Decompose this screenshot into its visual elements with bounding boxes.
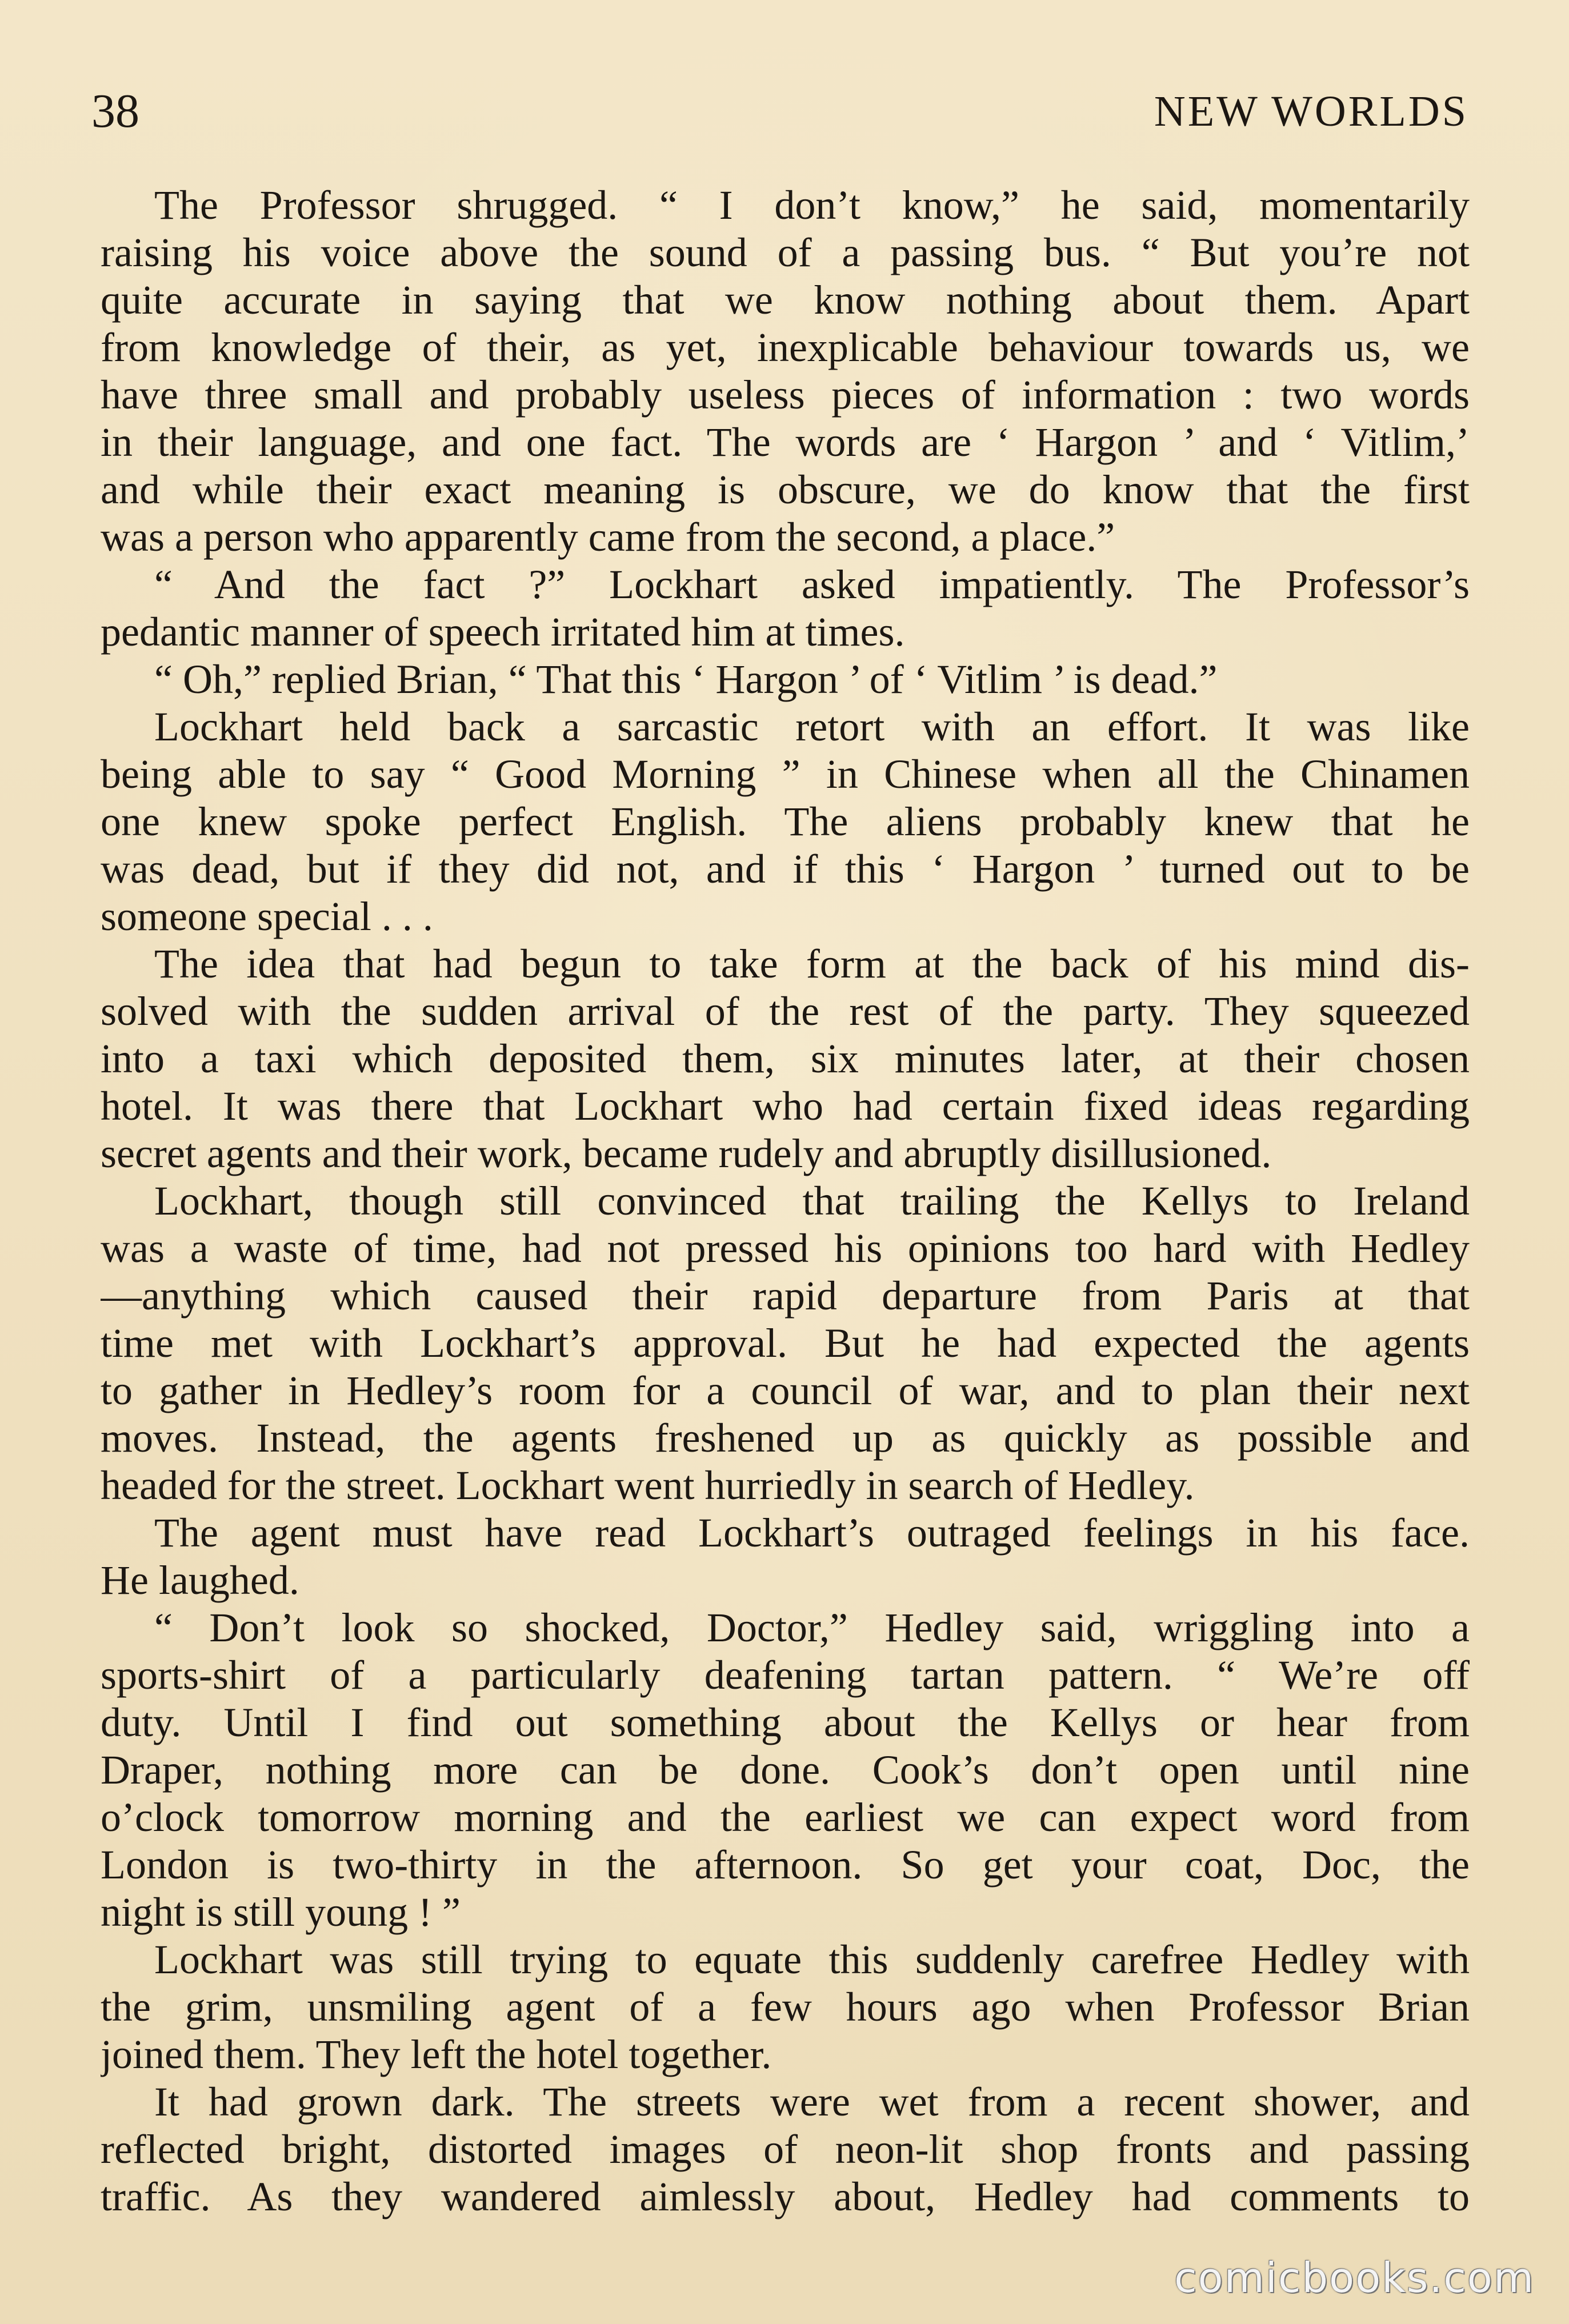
running-title: NEW WORLDS [1154, 87, 1468, 135]
text-line: night is still young ! ” [101, 1889, 461, 1935]
watermark: comicbooks.com [1174, 2254, 1535, 2302]
text-line: from knowledge of their, as yet, inexplicable behaviour towards us, we [101, 324, 1470, 370]
text-line: The agent must have read Lockhart’s outraged feelings in his face. [154, 1510, 1470, 1556]
running-head [91, 80, 1468, 143]
text-line: sports-shirt of a particularly deafening tartan pattern. “ We’re off [101, 1652, 1470, 1698]
text-line: was dead, but if they did not, and if this ‘ Hargon ’ turned out to be [101, 846, 1470, 892]
text-line: quite accurate in saying that we know nothing about them. Apart [101, 277, 1470, 323]
text-line: The Professor shrugged. “ I don’t know,” he said, momentarily [154, 182, 1470, 228]
text-line: Lockhart held back a sarcastic retort with an effort. It was like [154, 704, 1470, 750]
text-line: Lockhart, though still convinced that trailing the Kellys to Ireland [154, 1178, 1470, 1224]
text-line: solved with the sudden arrival of the rest of the party. They squeezed [101, 988, 1470, 1034]
text-line: The idea that had begun to take form at the back of his mind dis- [154, 941, 1470, 987]
text-line: and while their exact meaning is obscure, we do know that the first [101, 467, 1470, 512]
text-line: joined them. They left the hotel together. [101, 2032, 772, 2077]
text-line: secret agents and their work, became rudely and abruptly disillusioned. [101, 1131, 1272, 1176]
text-line: “ Oh,” replied Brian, “ That this ‘ Hargon ’ of ‘ Vitlim ’ is dead.” [154, 656, 1218, 702]
text-line: being able to say “ Good Morning ” in Chinese when all the Chinamen [101, 751, 1470, 797]
text-line: London is two-thirty in the afternoon. So get your coat, Doc, the [101, 1842, 1470, 1888]
text-line: was a person who apparently came from the second, a place.” [101, 514, 1115, 560]
text-line: pedantic manner of speech irritated him at times. [101, 609, 905, 655]
text-line: headed for the street. Lockhart went hurriedly in search of Hedley. [101, 1462, 1195, 1508]
text-line: into a taxi which deposited them, six minutes later, at their chosen [101, 1036, 1470, 1081]
text-line: raising his voice above the sound of a passing bus. “ But you’re not [101, 230, 1470, 275]
text-line: Lockhart was still trying to equate this suddenly carefree Hedley with [154, 1937, 1470, 1982]
page-number: 38 [91, 85, 139, 138]
text-line: traffic. As they wandered aimlessly about, Hedley had comments to [101, 2174, 1470, 2219]
text-line: —anything which caused their rapid departure from Paris at that [101, 1273, 1470, 1319]
text-line: to gather in Hedley’s room for a council of war, and to plan their next [101, 1368, 1470, 1413]
text-line: He laughed. [101, 1557, 299, 1603]
text-line: someone special . . . [101, 893, 433, 939]
text-line: hotel. It was there that Lockhart who had certain fixed ideas regarding [101, 1083, 1470, 1129]
text-line: o’clock tomorrow morning and the earliest we can expect word from [101, 1794, 1470, 1840]
text-line: “ And the fact ?” Lockhart asked impatiently. The Professor’s [154, 562, 1470, 607]
text-line: in their language, and one fact. The words are ‘ Hargon ’ and ‘ Vitlim,’ [101, 419, 1470, 465]
text-line: reflected bright, distorted images of neon-lit shop fronts and passing [101, 2126, 1470, 2172]
body-text [101, 182, 1470, 2221]
text-line: It had grown dark. The streets were wet from a recent shower, and [154, 2079, 1470, 2125]
text-line: duty. Until I find out something about the Kellys or hear from [101, 1700, 1470, 1745]
text-line: Draper, nothing more can be done. Cook’s don’t open until nine [101, 1747, 1470, 1793]
text-line: have three small and probably useless pieces of information : two words [101, 372, 1470, 418]
text-line: one knew spoke perfect English. The aliens probably knew that he [101, 799, 1470, 844]
text-line: time met with Lockhart’s approval. But he had expected the agents [101, 1320, 1470, 1366]
text-line: moves. Instead, the agents freshened up as quickly as possible and [101, 1415, 1470, 1461]
text-line: “ Don’t look so shocked, Doctor,” Hedley said, wriggling into a [154, 1605, 1470, 1650]
text-line: was a waste of time, had not pressed his opinions too hard with Hedley [101, 1225, 1470, 1271]
text-line: the grim, unsmiling agent of a few hours ago when Professor Brian [101, 1984, 1470, 2030]
